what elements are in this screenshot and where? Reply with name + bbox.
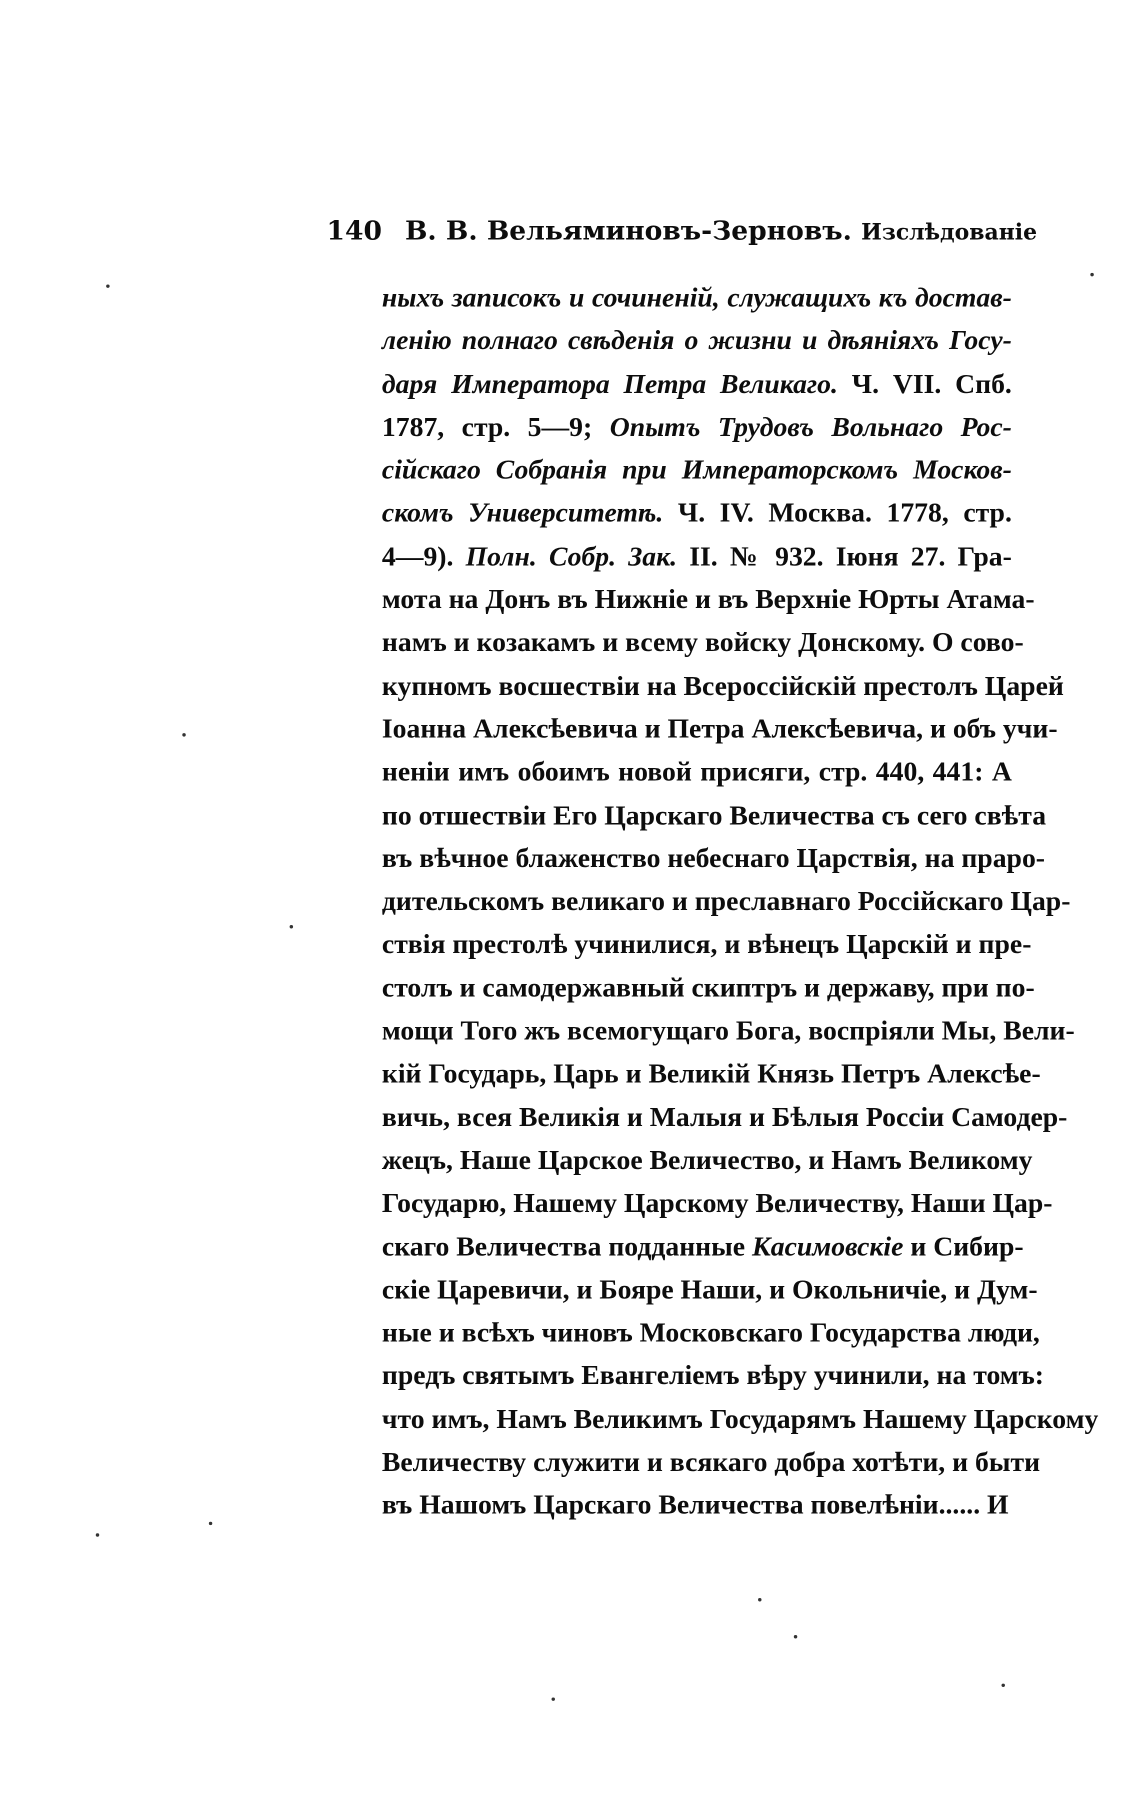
scan-speck xyxy=(552,1697,555,1700)
text-line xyxy=(381,1097,1068,1140)
text-line xyxy=(381,1183,1053,1226)
text-line xyxy=(381,709,1058,752)
text-line xyxy=(381,1140,1033,1183)
text-line xyxy=(381,1399,1099,1442)
italic-text-segment: даря Императора Петра Великаго. xyxy=(381,369,838,400)
text-segment: ствiя престолѣ учинилися, и вѣнецъ Царскiй и пре- xyxy=(381,930,1032,961)
text-segment: ненiи имъ обоимъ новой присяги, стр. 440, 441: А xyxy=(381,757,1012,788)
text-line xyxy=(381,1011,1075,1054)
text-segment: 4—9). xyxy=(381,542,466,573)
italic-text-segment: ленiю полнаго свѣденiя о жизни и дѣянiяхъ Госу- xyxy=(381,326,1012,357)
text-line xyxy=(381,1054,1041,1097)
text-line xyxy=(382,536,1012,579)
text-line xyxy=(381,1356,1045,1399)
scan-speck xyxy=(106,284,109,287)
text-segment: и Сибир- xyxy=(903,1232,1024,1263)
text-segment: Ч. VII. Спб. xyxy=(837,369,1012,400)
text-segment: кiй Государь, Царь и Великiй Князь Петръ Алексѣе- xyxy=(381,1059,1041,1090)
text-line xyxy=(382,1485,1012,1528)
text-line xyxy=(382,364,1012,407)
text-segment: II. № 932. Iюня 27. Гра- xyxy=(677,542,1012,573)
text-line xyxy=(381,1442,1041,1485)
text-line xyxy=(381,881,1071,924)
text-segment: въ вѣчное блаженство небеснаго Царствiя, на праро- xyxy=(381,843,1046,875)
scan-speck xyxy=(1090,273,1093,276)
text-segment: купномъ восшествiи на Всероссiйскiй престолъ Царей xyxy=(381,671,1064,702)
running-head-title: Изслѣдованiе xyxy=(861,219,1038,246)
text-line xyxy=(382,752,1012,795)
text-line xyxy=(381,623,1024,666)
text-segment: что имъ, Намъ Великимъ Государямъ Нашему Царскому xyxy=(381,1404,1099,1435)
text-line xyxy=(382,321,1012,364)
running-head-author: В. В. Вельяминовъ-Зерновъ. xyxy=(405,215,852,247)
scan-speck xyxy=(290,925,293,928)
text-segment: въ Нашомъ Царскаго Величества повелѣнiи...... И xyxy=(381,1490,1009,1521)
text-segment: вичь, всея Великiя и Малыя и Бѣлыя Россiи Самодер- xyxy=(381,1102,1068,1133)
text-segment: скаго Величества подданные xyxy=(381,1232,752,1263)
italic-text-segment: сiйскаго Собранiя при Императорскомъ Москов- xyxy=(381,455,1012,486)
text-segment: по отшествiи Его Царскаго Величества съ сего свѣта xyxy=(381,800,1047,831)
page-number: 140 xyxy=(326,215,382,247)
text-line xyxy=(381,968,1035,1011)
text-segment: предъ святымъ Евангелiемъ вѣру учинили, на томъ: xyxy=(381,1361,1045,1392)
text-line xyxy=(381,579,1035,622)
running-head xyxy=(326,215,1038,254)
text-line xyxy=(382,493,1012,536)
text-segment: дительскомъ великаго и преславнаго Россiйскаго Цар- xyxy=(381,887,1071,918)
scan-speck xyxy=(1001,1684,1004,1687)
text-line xyxy=(382,407,1012,450)
text-segment: столъ и самодержавный скиптръ и державу, при по- xyxy=(381,973,1035,1004)
italic-text-segment: ныхъ записокъ и сочиненiй, служащихъ къ достав- xyxy=(381,283,1012,314)
text-line xyxy=(381,666,1064,709)
scan-speck xyxy=(96,1533,99,1536)
text-line xyxy=(381,1269,1038,1312)
italic-text-segment: скомъ Университетѣ. xyxy=(381,498,664,529)
text-line xyxy=(381,838,1046,881)
italic-text-segment: Опытъ Трудовъ Вольнаго Рос- xyxy=(609,412,1012,443)
text-segment: мота на Донъ въ Нижнiе и въ Верхнiе Юрты Атама- xyxy=(381,585,1035,616)
text-line xyxy=(381,924,1032,967)
text-segment: Iоанна Алексѣевича и Петра Алексѣевича, и объ учи- xyxy=(381,714,1058,745)
text-segment: ные и всѣхъ чиновъ Московскаго Государства люди, xyxy=(381,1318,1040,1349)
scan-speck xyxy=(794,1635,797,1638)
text-segment: мощи Того жъ всемогущаго Бога, воспрiяли Мы, Вели- xyxy=(381,1016,1075,1047)
scan-speck xyxy=(182,733,185,736)
italic-text-segment: Полн. Собр. Зак. xyxy=(465,542,678,573)
body-text xyxy=(381,278,1099,1529)
text-segment: 1787, стр. 5—9; xyxy=(381,412,610,443)
italic-text-segment: Касимовскiе xyxy=(751,1232,904,1263)
text-line xyxy=(382,278,1012,321)
text-segment: Государю, Нашему Царскому Величеству, Наши Цар- xyxy=(381,1188,1053,1220)
text-segment: жецъ, Наше Царское Величество, и Намъ Великому xyxy=(381,1145,1033,1176)
text-segment: намъ и козакамъ и всему войску Донскому. О сово- xyxy=(381,628,1024,659)
scan-speck xyxy=(758,1598,761,1601)
text-line xyxy=(382,450,1012,493)
text-segment: скiе Царевичи, и Бояре Наши, и Окольничiе, и Дум- xyxy=(381,1275,1038,1306)
text-line xyxy=(381,795,1047,838)
text-line xyxy=(381,1313,1040,1356)
text-line xyxy=(381,1226,1024,1269)
text-segment: Величеству служити и всякаго добра хотѣти, и быти xyxy=(381,1447,1041,1478)
scan-speck xyxy=(209,1522,212,1525)
text-segment: Ч. IV. Москва. 1778, стр. xyxy=(663,498,1012,529)
